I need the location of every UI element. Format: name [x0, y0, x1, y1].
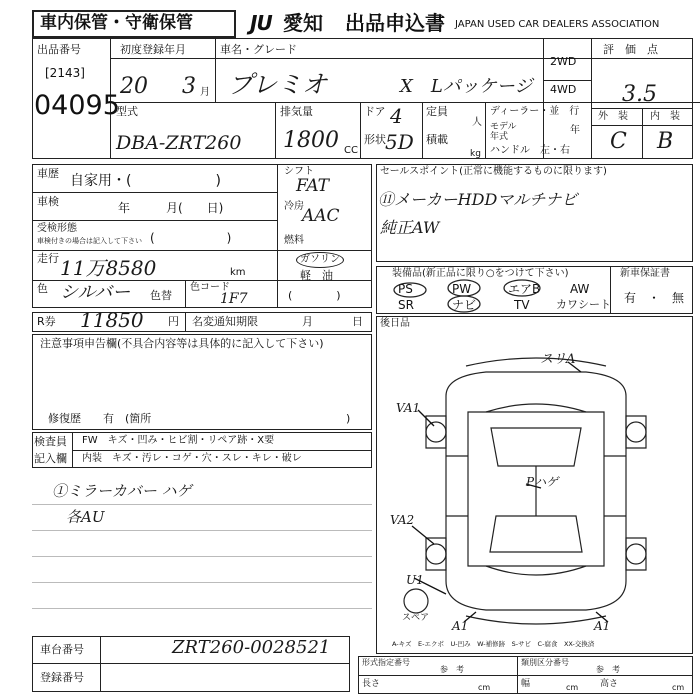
interior-grade: B — [657, 129, 674, 154]
exterior-label: 外 装 — [598, 111, 628, 122]
fuel-label: 燃料 — [284, 235, 304, 246]
model-code: DBA-ZRT260 — [116, 132, 242, 154]
lot-label: 出品番号 — [37, 43, 81, 56]
score-label: 評 価 点 — [603, 43, 658, 56]
reference-label-right: 参 考 — [596, 665, 620, 674]
judging-note: 車検付きの場合は記入して下さい — [37, 237, 142, 245]
height-label: 高さ — [600, 679, 619, 689]
year-unit: 年 — [570, 125, 580, 136]
shape-value: 5D — [385, 130, 414, 154]
mark-va1: VA1 — [396, 401, 421, 415]
reference-label-left: 参 考 — [440, 665, 464, 674]
price-label: R券 — [37, 315, 56, 328]
history-value: 自家用・( ) — [70, 173, 221, 189]
mileage-label: 走行 — [37, 252, 59, 265]
exterior-grade: C — [610, 129, 627, 154]
drive-2wd: 2WD — [550, 55, 577, 68]
first-reg-year: 20 — [120, 74, 148, 99]
lot-sub-code: [2143] — [45, 66, 85, 80]
mark-center: Pハゲ — [526, 475, 559, 489]
note-handwritten-2: 各AU — [66, 508, 105, 526]
price-amount: 11850 — [80, 308, 144, 332]
load-label: 積載 — [426, 133, 448, 146]
mark-u1: U1 — [406, 573, 424, 587]
sales-point-line2: 純正AW — [380, 218, 440, 237]
repair-close: ) — [346, 412, 351, 425]
interior-label: 内 装 — [650, 111, 680, 122]
warranty-label: 新車保証書 — [620, 268, 670, 279]
equip-leather: カワシート — [556, 298, 611, 311]
color-value: シルバー — [60, 282, 131, 303]
mark-suri-a: スリA — [540, 352, 576, 367]
org-name: 愛知 — [283, 11, 323, 35]
dealer-label: ディーラー・並 行 — [490, 106, 580, 117]
association-name: JAPAN USED CAR DEALERS ASSOCIATION — [455, 19, 660, 30]
lot-number: 04095 — [34, 90, 120, 121]
sales-point-label: セールスポイント(正常に機能するものに限ります) — [380, 166, 607, 177]
length-label: 長さ — [362, 679, 381, 689]
equip-aw: AW — [570, 282, 590, 296]
color-code: 1F7 — [220, 291, 248, 307]
class-label: 類別区分番号 — [521, 658, 569, 667]
equip-navi: ナビ — [452, 298, 477, 312]
model-label: 型式 — [116, 105, 138, 118]
equip-sr: SR — [398, 298, 414, 312]
color-change-label: 色替 — [150, 289, 172, 302]
displacement-label: 排気量 — [280, 105, 313, 118]
length-cm: cm — [478, 683, 491, 692]
door-label: ドア — [364, 105, 386, 118]
ac-label: 冷房 — [284, 201, 304, 212]
shape-label: 形状 — [364, 133, 386, 146]
capacity-label: 定員 — [426, 105, 448, 118]
mark-va2: VA2 — [390, 513, 415, 527]
handle-label: ハンドル 左・右 — [490, 145, 570, 156]
equip-ps: PS — [398, 282, 413, 296]
mark-a1-right: A1 — [594, 619, 611, 633]
warranty-value: 有 ・ 無 — [624, 291, 685, 305]
fuel-diesel: 軽 油 — [300, 269, 333, 282]
mileage-unit: km — [230, 267, 246, 278]
equipment-circle-marks — [376, 266, 616, 314]
notes-label: 注意事項申告欄(不具合内容等は具体的に記入して下さい) — [40, 337, 324, 350]
month-unit: 月 — [200, 87, 210, 98]
history-label: 車歴 — [37, 167, 59, 180]
shaken-value: 年 月( 日) — [118, 201, 224, 215]
chassis-label: 車台番号 — [40, 643, 84, 656]
name-change-day: 日 — [352, 315, 363, 328]
displacement-value: 1800 — [283, 128, 339, 153]
fw-line: FW キズ・凹み・ヒビ割・リペア跡・X要 — [82, 435, 275, 446]
judging-value: ( ) — [150, 231, 232, 245]
storage-label: 車内保管・守衛保管 — [40, 13, 193, 33]
model-year-label: モデル 年式 — [490, 122, 517, 142]
judging-label: 受検形態 — [37, 223, 77, 234]
car-name-label: 車名・グレード — [220, 43, 297, 56]
first-reg-month: 3 — [182, 74, 196, 99]
drive-4wd: 4WD — [550, 83, 577, 96]
form-title: 出品申込書 — [345, 11, 445, 35]
sales-point-frame — [376, 164, 693, 262]
equipment-label: 装備品(新正品に限り○をつけて下さい) — [392, 268, 569, 279]
interior-line: 内装 キズ・汚レ・コゲ・穴・スレ・キレ・破レ — [82, 453, 302, 464]
chassis-value: ZRT260-0028521 — [172, 637, 331, 658]
color-code-label: 色コード — [190, 282, 230, 293]
height-cm: cm — [672, 683, 685, 692]
spare-label: スペア — [402, 613, 430, 623]
ac-value: AAC — [302, 206, 340, 226]
fuel-paren: ( ) — [288, 289, 341, 302]
inspector-label: 検査員 — [34, 435, 67, 448]
first-reg-label: 初度登録年月 — [120, 43, 186, 56]
capacity-unit: 人 — [472, 117, 482, 128]
equip-airbag: エアB — [508, 282, 541, 296]
ju-logo: JU — [250, 11, 272, 35]
width-label: 幅 — [521, 679, 531, 689]
mark-a1-left: A1 — [452, 619, 469, 633]
kg-unit: kg — [470, 149, 481, 159]
score-value: 3.5 — [622, 82, 657, 107]
equip-tv: TV — [514, 298, 530, 312]
name-change-label: 名変通知期限 — [192, 315, 258, 328]
color-label: 色 — [37, 282, 48, 295]
mileage-value: 11万8580 — [60, 256, 157, 280]
cc-unit: CC — [344, 145, 358, 156]
after-label: 後日品 — [380, 318, 410, 329]
car-grade: X Lパッケージ — [400, 76, 533, 97]
note-handwritten-1: ①ミラーカバー ハゲ — [52, 482, 192, 500]
width-cm: cm — [566, 683, 579, 692]
door-count: 4 — [390, 104, 403, 128]
name-change-month: 月 — [302, 315, 313, 328]
sales-point-line1: ⑪メーカーHDDマルチナビ — [378, 190, 578, 209]
shaken-label: 車検 — [37, 195, 59, 208]
entry-label: 記入欄 — [34, 452, 67, 465]
shift-label: シフト — [284, 166, 314, 177]
fuel-gasoline: ガソリン — [296, 252, 344, 268]
price-unit: 円 — [168, 315, 179, 328]
damage-legend: A-キズ E-エクボ U-凹み W-補修跡 S-サビ C-腐食 XX-交換済 — [392, 640, 595, 648]
shift-value: FAT — [296, 176, 330, 196]
registration-label: 登録番号 — [40, 671, 84, 684]
equip-pw: PW — [452, 282, 472, 296]
car-name: プレミオ — [228, 70, 328, 99]
type-cert-label: 形式指定番号 — [362, 658, 410, 667]
repair-label: 修復歴 有 (箇所 — [48, 412, 152, 425]
